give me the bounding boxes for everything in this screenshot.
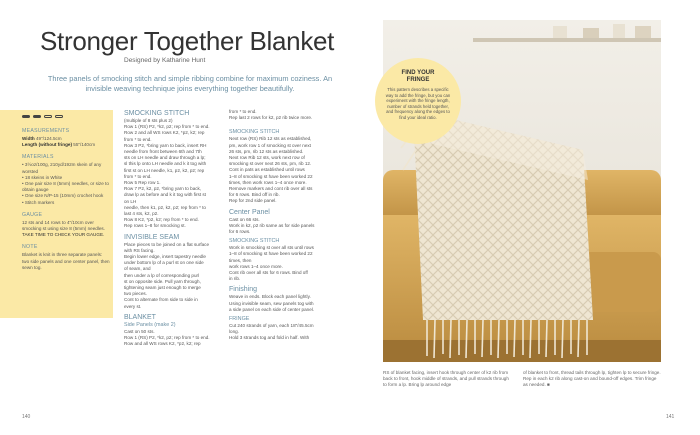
instruction-line: needle, then k1, p2, k2, p2; rep from * to (124, 204, 206, 210)
instruction-line: times, then (229, 257, 252, 263)
note-text: Blanket is knit in three separate panels: two side panels and one center panel, then sewn tog. (22, 252, 110, 270)
smocking-stitch-text (124, 118, 222, 230)
instruction-line: Weave in ends. Block each panel lightly. (229, 294, 311, 300)
length-label: Length (without fringe) (22, 142, 73, 148)
instruction-line: Row 7 P2, k2, p2, *bring yarn to back, (124, 186, 202, 192)
fringe-callout-body: This pattern describes a specific way to add the fringe, but you can experiment with the fringe length, number of strands held together, and frequency along the edges to find your ideal ratio. (385, 87, 451, 120)
instruction-line: Row 1 (RS) P2, *k2, p2; rep from * to end. (124, 124, 210, 130)
instruction-line: on LH (124, 198, 137, 204)
instruction-line: sts on LH needle and draw through a lp; (124, 155, 206, 161)
materials-item: • One pair size 8 (5mm) needles, or size to obtain gauge (22, 181, 109, 193)
instruction-line: from * to end. (124, 136, 152, 142)
instruction-line: 1–8 of smocking st have been worked 22 (229, 251, 313, 257)
instruction-line: in rib. (229, 276, 241, 282)
instruction-line: smocking st over next 26 sts, pm, rib 12. (229, 161, 312, 167)
instructions-column-1 (124, 109, 222, 348)
instruction-line: from * to end. (124, 173, 152, 179)
instruction-line: Row and all WS rows K2, *p2, k2; rep (124, 341, 201, 347)
smocking-stitch-heading: SMOCKING STITCH (124, 110, 190, 117)
photo-caption-right: of blanket to front, thread tails through lp, tighten lp to secure fringe. Rep in each k2 rib along cast-on and bound-off edges. Trim fringe as needed. ■ (523, 370, 661, 388)
instruction-line: Using invisible seam, sew panels tog with (229, 300, 314, 306)
length-value: 55"/140cm (73, 142, 96, 148)
instruction-line: st on opposite side. Pull yarn through, (124, 278, 201, 284)
finishing-heading: Finishing (229, 286, 258, 294)
instruction-line: times, then work rows 1–4 once more. (229, 179, 307, 185)
instruction-line: Cut 240 strands of yarn, each 18"/45.5cm (229, 323, 314, 329)
instruction-line: a side panel on each side of center panel. (229, 306, 315, 312)
instruction-line: Rep for 2nd side panel. (229, 198, 277, 204)
smocking-stitch-side-heading: SMOCKING STITCH (229, 129, 280, 136)
instruction-line: sl this lp onto LH needle and k it tog with (124, 161, 207, 167)
instruction-line: Next row Rib 12 sts, work next row of (229, 155, 305, 161)
photo-caption-left: RS of blanket facing, insert hook through center of k2 rib from back to front, hook middle of strands, and pull strands through to form a lp. Bring lp around edge (383, 370, 509, 388)
instruction-line: 26 sts, pm, rib 12 sts as established. (229, 148, 304, 154)
note-heading: NOTE (22, 244, 38, 251)
skill-dot-filled (33, 115, 41, 118)
instruction-line: last 4 sts, k2, p2. (124, 211, 159, 217)
instructions-column-2 (229, 109, 325, 342)
instruction-line: Work in smocking st over all sts until rows (229, 245, 314, 251)
gauge-text: 12 sts and 14 rows to 4"/10cm over smocking st using size 8 (5mm) needles. (22, 219, 105, 232)
instruction-line: of seam, and (124, 266, 151, 272)
gauge-heading: GAUGE (22, 211, 43, 218)
instruction-line: for 6 rows. Bind off in rib. (229, 192, 280, 198)
instruction-line: Begin lower edge, insert tapestry needle (124, 254, 206, 260)
instruction-line: Hold 3 strands tog and fold in half. With (229, 335, 310, 341)
instruction-line: 1–8 of smocking st have been worked 22 (229, 173, 313, 179)
invisible-seam-heading: INVISIBLE SEAM (124, 233, 180, 241)
skill-dot-empty (44, 115, 52, 118)
width-value: 49"/124.5cm (36, 136, 62, 141)
smocking-center-text (229, 245, 325, 282)
page-number-left: 140 (22, 414, 31, 420)
materials-item: • One size N/P-15 (10mm) crochet hook (22, 193, 104, 199)
materials-heading: MATERIALS (22, 154, 54, 161)
measurements-heading: MEASUREMENTS (22, 128, 70, 134)
intro-text: Three panels of smocking stitch and simple ribbing combine for maximum coziness. An invisible weaving technique joins everything together beautifully. (47, 74, 333, 93)
skill-level-indicator (22, 115, 63, 118)
rib-continuation-text (229, 109, 325, 121)
designer-credit: Designed by Katharine Hunt (124, 57, 206, 64)
instruction-line: with RS facing. (124, 247, 155, 253)
width-label: Width (22, 136, 35, 141)
instruction-line: under bottom lp of a purl st on one side (124, 260, 204, 266)
instruction-line: Cont to alternate from side to side in (124, 297, 198, 303)
instruction-line: Cast on 50 sts. (124, 328, 155, 334)
instruction-line: Row 5 Rep row 1. (124, 180, 161, 186)
fringe-callout (375, 58, 461, 144)
instruction-line: needle from front between 6th and 7th (124, 149, 202, 155)
page-number-right: 141 (666, 414, 675, 420)
skill-dot-filled (22, 115, 30, 118)
instruction-line: Row 3 P2, *bring yarn to back, insert RH (124, 142, 207, 148)
fringe-callout-title-2: FRINGE (406, 77, 430, 83)
finishing-text (229, 294, 325, 313)
instruction-line: Place pieces to be joined on a flat surface (124, 241, 210, 247)
smocking-stitch-center-heading: SMOCKING STITCH (229, 238, 280, 245)
sidebar-content (22, 128, 110, 271)
instruction-line: Row 2 and all WS rows K2, *p2, k2; rep (124, 130, 205, 136)
instruction-line: tightening seam just enough to merge (124, 285, 201, 291)
instruction-line: work rows 1–4 once more. (229, 263, 283, 269)
instruction-line: Rep last 2 rows for k2, p2 rib twice more. (229, 115, 313, 121)
fringe-callout-title-1: FIND YOUR (401, 70, 435, 76)
instruction-line: every st. (124, 303, 142, 309)
invisible-seam-text (124, 242, 222, 310)
instruction-line: long. (229, 329, 239, 335)
side-panels-heading: Side Panels (make 2) (124, 321, 176, 328)
instruction-line: Cont rib over all sts for 6 rows. Bind off (229, 270, 308, 276)
instruction-line: (multiple of 8 sts plus 2) (124, 118, 173, 123)
instruction-line: first st on LH needle, k1, p2, k2, p2; rep (124, 167, 205, 173)
materials-list (22, 162, 110, 205)
skill-dot-empty (55, 115, 63, 118)
instruction-line: Row 1 (RS) P2, *k2, p2; rep from * to end. (124, 335, 210, 341)
center-panel-text (229, 217, 325, 236)
length-line (22, 142, 110, 148)
materials-item: • 3½oz/100g, 210yd/192m skein of any worsted (22, 162, 102, 174)
instruction-line: pm, work row 1 of smocking st over next (229, 142, 311, 148)
instruction-line: Remove markers and cont rib over all sts (229, 186, 313, 192)
instruction-line: Cont in pats as established until rows (229, 167, 305, 173)
instruction-line: for 6 rows. (229, 229, 251, 235)
blanket-heading: BLANKET (124, 313, 156, 321)
materials-item: • 18 skeins in White (22, 174, 63, 180)
instruction-line: Cast on 66 sts. (229, 216, 260, 222)
instruction-line: Work in k2, p2 rib same as for side panels (229, 222, 315, 228)
instruction-line: then under a lp of corresponding purl (124, 272, 200, 278)
page-title: Stronger Together Blanket (40, 26, 335, 56)
instruction-line: draw lp as before and k it tog with first st (124, 192, 206, 198)
fringe-heading: FRINGE (229, 316, 250, 323)
instruction-line: Next row (RS) Rib 12 sts as established, (229, 136, 312, 142)
center-panel-heading: Center Panel (229, 208, 270, 216)
instruction-line: from * to end. (229, 109, 257, 114)
materials-item: • Stitch markers (22, 199, 55, 205)
gauge-note: TAKE TIME TO CHECK YOUR GAUGE. (22, 232, 105, 238)
instruction-line: two pieces. (124, 291, 147, 297)
instruction-line: Rep rows 1–8 for smocking st. (124, 223, 186, 229)
side-panels-text (124, 329, 222, 348)
instruction-line: Row 8 K2, *p2, k2; rep from * to end. (124, 217, 199, 223)
smocking-side-text (229, 136, 325, 204)
fringe-text (229, 323, 325, 342)
